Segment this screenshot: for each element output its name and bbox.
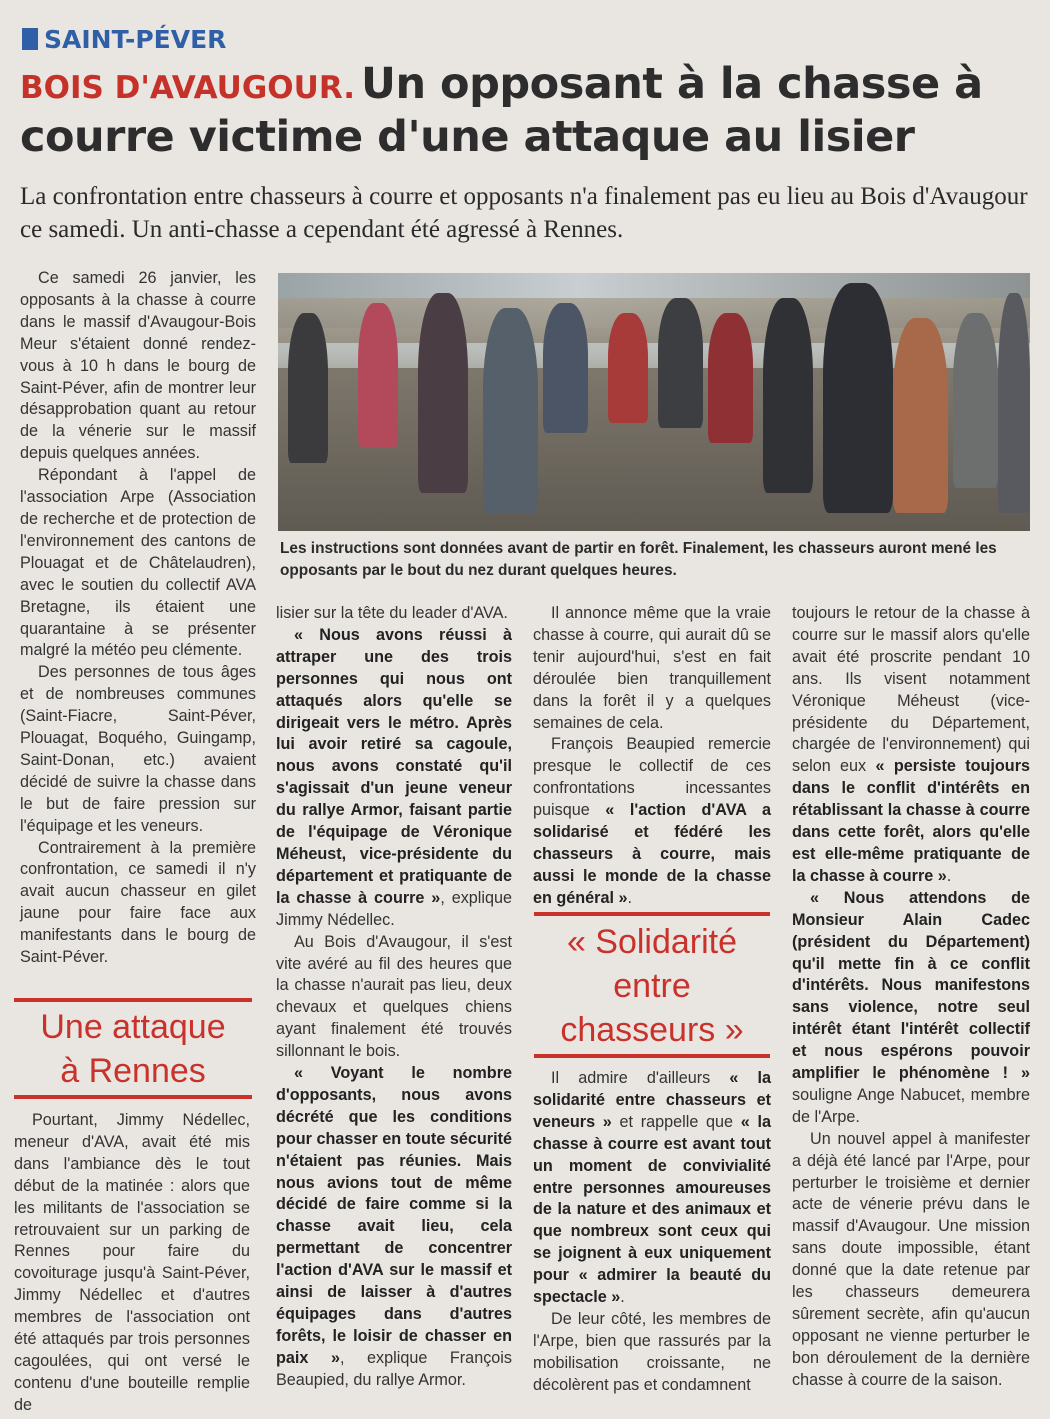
quote: « Nous avons réussi à attraper une des trois personnes qui nous ont attaqués alors qu'elle se dirigeait vers le métro. Après lui avoir retiré sa cagoule, nous avons constaté qu'il s'agissait d'un jeune veneur du rallye Armor, faisant partie de l'équipage de Véronique Méheust, vice-présidente du département et pratiquante de la chasse à courre » <box>276 625 512 907</box>
article-photo <box>278 273 1030 531</box>
section-label <box>22 22 226 56</box>
column-4 <box>792 603 1030 1392</box>
quote: « la solidarité entre chasseurs et veneurs » <box>533 1069 771 1131</box>
subheading-line: entre <box>613 967 691 1005</box>
paragraph: Répondant à l'appel de l'association Arpe (Association de recherche et de protection de l'environnement des cantons de Plouagat et de Châtelaudren), avec le soutien du collectif AVA Bretagne, ils étaient une quarantaine à se présenter malgré la météo peu clémente. <box>20 466 256 660</box>
paragraph: Contrairement à la première confrontation, ce samedi il n'y avait aucun chasseur en gilet jaune pour faire face aux manifestants dans le bourg de Saint-Péver. <box>20 838 256 967</box>
photo-caption: Les instructions sont données avant de partir en forêt. Finalement, les chasseurs auront mené les opposants par le bout du nez durant quelques heures. <box>280 540 997 579</box>
attribution: , explique Jimmy Nédellec. <box>276 888 513 929</box>
subheading-attaque-rennes <box>14 998 252 1099</box>
subheading-line: Une attaque <box>40 1008 226 1046</box>
quote: « l'action d'AVA a solidarisé et fédéré les chasseurs à courre, mais aussi le monde de la chasse en général » <box>533 801 771 907</box>
paragraph <box>792 888 1030 1129</box>
paragraph: lisier sur la tête du leader d'AVA. <box>276 604 508 622</box>
subheading-solidarite <box>534 912 770 1058</box>
paragraph: Au Bois d'Avaugour, il s'est vite avéré au fil des heures que la chasse n'aurait pas lieu, deux chevaux et quelques chiens ayant finalement été trouvés sillonnant le bois. <box>276 932 512 1061</box>
column-3-bottom <box>533 1068 771 1397</box>
paragraph: toujours le retour de la chasse à courre sur le massif alors qu'elle avait été proscrite pendant 10 ans. Ils visent notamment Véronique Méheust (vice-présidente du Département, chargée de l'environnement) qui selon eux « persiste toujours dans le conflit d'intérêts en rétablissant la chasse à courre dans cette forêt, alors qu'elle est elle-même pratiquante de la chasse à courre ». <box>792 604 1030 885</box>
attribution: , explique François Beaupied, du rallye Armor. <box>276 1348 512 1389</box>
paragraph: Pourtant, Jimmy Nédellec, meneur d'AVA, avait été mis dans l'ambiance dès le tout début de la matinée : alors que les militants de l'association se retrouvaient sur un parking de Rennes pour faire du covoiturage jusqu'à Saint-Péver, Jimmy Nédellec et d'autres membres de l'association ont été attaqués par trois personnes cagoulées, qui ont versé le contenu d'une bouteille remplie de <box>14 1111 250 1414</box>
attribution: souligne Ange Nabucet, membre de l'Arpe. <box>792 1085 1030 1126</box>
paragraph: Il admire d'ailleurs « la solidarité entre chasseurs et veneurs » et rappelle que « la chasse à courre est avant tout un moment de convivialité entre personnes amoureuses de la nature et des animaux et que nombreux sont ceux qui se joignent à eux uniquement pour « admirer la beauté du spectacle ». <box>533 1069 771 1307</box>
paragraph: Des personnes de tous âges et de nombreuses communes (Saint-Fiacre, Saint-Péver, Plouagat, Boquého, Guingamp, Saint-Donan, etc.) avaient décidé de suivre la chasse dans le but de faire pression sur l'équipage et les veneurs. <box>20 663 256 835</box>
column-3 <box>533 603 771 910</box>
paragraph: Il annonce même que la vraie chasse à courre, qui aurait dû se tenir aujourd'hui, s'est en fait déroulée bien tranquillement dans la forêt il y a quelques semaines de cela. <box>533 604 771 732</box>
article-headline <box>20 60 1030 162</box>
section-name: SAINT-PÉVER <box>44 24 227 54</box>
column-2 <box>276 603 512 1392</box>
subheading-line: à Rennes <box>60 1052 206 1090</box>
headline-text: Un opposant à la chasse à courre victime d'une attaque au lisier <box>20 59 983 162</box>
quote: « la chasse à courre est avant tout un moment de convivialité entre personnes amoureuses de la nature et des animaux et que nombreux sont ceux qui se joignent à eux uniquement pour « admirer la beauté du spectacle » <box>533 1112 771 1307</box>
paragraph: De leur côté, les membres de l'Arpe, bien que rassurés par la mobilisation croissante, ne décolèrent pas et condamnent <box>533 1309 771 1394</box>
column-1-bottom <box>14 1110 250 1417</box>
paragraph: Ce samedi 26 janvier, les opposants à la chasse à courre dans le massif d'Avaugour-Bois Meur s'étaient donné rendez-vous à 10 h dans le bourg de Saint-Péver, afin de montrer leur désapprobation quant au retour de la vénerie sur le massif depuis quelques années. <box>20 269 256 463</box>
paragraph <box>276 1063 512 1392</box>
section-square-icon <box>22 28 38 50</box>
article-lead: La confrontation entre chasseurs à courre et opposants n'a finalement pas eu lieu au Bois d'Avaugour ce samedi. Un anti-chasse a cependant été agressé à Rennes. <box>20 183 1028 243</box>
quote: « persiste toujours dans le conflit d'intérêts en rétablissant la chasse à courre dans cette forêt, alors qu'elle est elle-même pratiquante de la chasse à courre » <box>792 757 1030 885</box>
paragraph: Un nouvel appel à manifester a déjà été lancé par l'Arpe, pour perturber le troisième et dernier acte de vénerie prévu dans le massif d'Avaugour. Une mission sans doute impossible, étant donné que la date retenue par les chasseurs demeurera sûrement secrète, afin qu'aucun opposant ne vienne perturber le bon déroulement de la dernière chasse à courre de la saison. <box>792 1129 1030 1389</box>
subheading-line: « Solidarité <box>566 923 738 961</box>
subheading-line: chasseurs » <box>560 1011 744 1049</box>
quote: « Nous attendons de Monsieur Alain Cadec (président du Département) qu'il mette fin à ce conflit d'intérêts. Nous manifestons sans violence, notre seul intérêt étant l'intérêt collectif et nous espérons pouvoir amplifier le phénomène ! » <box>792 888 1030 1083</box>
paragraph <box>276 625 512 932</box>
quote: « Voyant le nombre d'opposants, nous avons décrété que les conditions pour chasser en toute sécurité n'étaient pas réunies. Mais nous avions tout de même décidé de faire comme si la chasse avait lieu, cela permettant de concentrer l'action d'AVA sur le massif et ainsi de laisser à d'autres équipages dans d'autres forêts, le loisir de chasser en paix » <box>276 1064 512 1367</box>
headline-kicker: BOIS D'AVAUGOUR. <box>20 70 356 106</box>
column-1 <box>20 268 256 969</box>
paragraph: François Beaupied remercie presque le collectif de ces confrontations incessantes puisque « l'action d'AVA a solidarisé et fédéré les chasseurs à courre, mais aussi le monde de la chasse en général ». <box>533 735 771 907</box>
